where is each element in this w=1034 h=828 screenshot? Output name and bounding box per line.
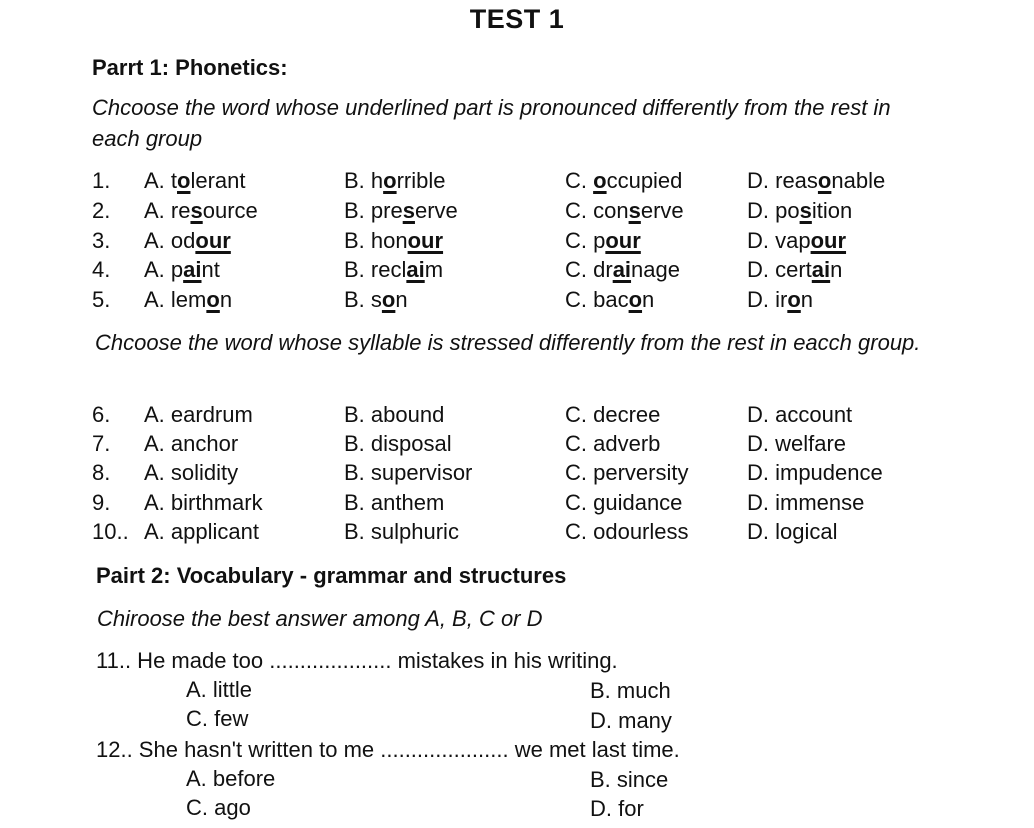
option-b: B. disposal [344, 431, 452, 456]
option-b: B. son [344, 287, 408, 312]
answer-d: D. for [590, 796, 644, 821]
question-number: 4. [92, 257, 111, 282]
test-title: TEST 1 [469, 4, 565, 34]
answer-a: A. little [186, 677, 253, 702]
option-c: C. perversity [565, 460, 689, 485]
option-b: B. sulphuric [344, 519, 459, 544]
question-number: 3. [92, 228, 111, 253]
option-a: A. applicant [144, 519, 259, 544]
answer-c: C. few [186, 706, 249, 731]
option-d: D. account [747, 402, 853, 427]
option-d: D. logical [747, 519, 838, 544]
option-c: C. bacon [565, 287, 655, 312]
option-c: C. drainage [565, 257, 680, 282]
option-d: D. immense [747, 490, 865, 515]
question-12-stem: 12.. She hasn't written to me ..................... we met last time. [96, 737, 680, 762]
option-d: D. welfare [747, 431, 847, 456]
question-number: 9. [92, 490, 111, 515]
option-a: A. anchor [144, 431, 239, 456]
option-c: C. decree [565, 402, 661, 427]
option-b: B. horrible [344, 168, 446, 193]
question-number: 10.. [92, 519, 129, 544]
option-b: B. supervisor [344, 460, 473, 485]
option-a: A. lemon [144, 287, 233, 312]
option-a: A. tolerant [144, 168, 246, 193]
option-b: B. reclaim [344, 257, 444, 282]
answer-d: D. many [590, 708, 672, 733]
option-c: C. conserve [565, 198, 684, 223]
option-d: D. iron [747, 287, 814, 312]
option-a: A. solidity [144, 460, 239, 485]
part2-heading: Pairt 2: Vocabulary - grammar and structures [96, 563, 567, 588]
part1-instruction: Chcoose the word whose underlined part is pronounced differently from the rest in each group [92, 95, 891, 151]
question-number: 8. [92, 460, 111, 485]
question-number: 2. [92, 198, 111, 223]
option-c: C. adverb [565, 431, 661, 456]
question-number: 6. [92, 402, 111, 427]
part1-heading: Parrt 1: Phonetics: [92, 55, 288, 80]
question-11-stem: 11.. He made too .................... mistakes in his writing. [96, 648, 618, 673]
option-d: D. reasonable [747, 168, 886, 193]
option-b: B. anthem [344, 490, 445, 515]
option-d: D. position [747, 198, 853, 223]
option-a: A. birthmark [144, 490, 263, 515]
question-number: 7. [92, 431, 111, 456]
answer-b: B. since [590, 767, 669, 792]
option-b: B. abound [344, 402, 445, 427]
option-c: C. odourless [565, 519, 689, 544]
answer-c: C. ago [186, 795, 251, 820]
option-a: A. eardrum [144, 402, 253, 427]
option-a: A. paint [144, 257, 220, 282]
stress-instruction: Chcoose the word whose syllable is stressed differently from the rest in eacch group. [95, 330, 921, 355]
option-b: B. honour [344, 228, 444, 253]
option-a: A. odour [144, 228, 231, 253]
option-b: B. preserve [344, 198, 458, 223]
question-number: 5. [92, 287, 111, 312]
part2-instruction: Chiroose the best answer among A, B, C or D [97, 606, 543, 631]
option-a: A. resource [144, 198, 258, 223]
answer-b: B. much [590, 678, 671, 703]
option-c: C. guidance [565, 490, 683, 515]
question-number: 1. [92, 168, 111, 193]
option-d: D. vapour [747, 228, 847, 253]
option-c: C. pour [565, 228, 641, 253]
answer-a: A. before [186, 766, 276, 791]
option-d: D. certain [747, 257, 843, 282]
option-d: D. impudence [747, 460, 883, 485]
option-c: C. occupied [565, 168, 683, 193]
